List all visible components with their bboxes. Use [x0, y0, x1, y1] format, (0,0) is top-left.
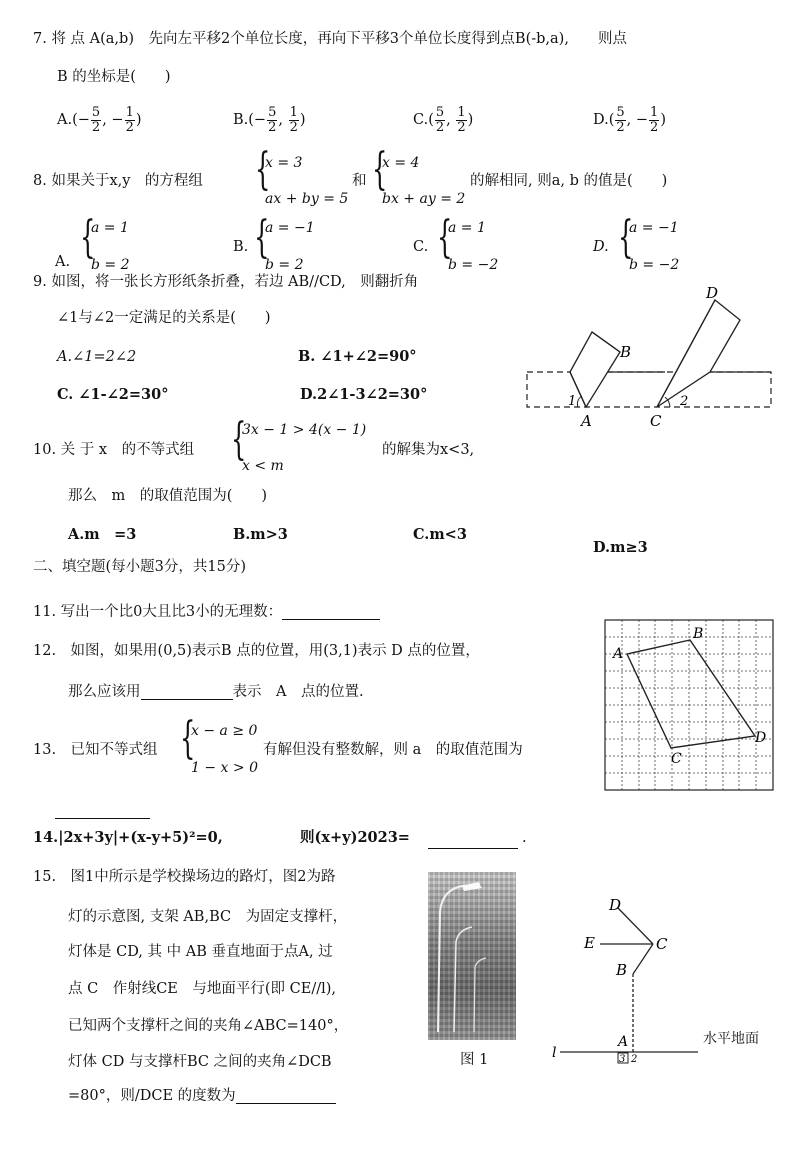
q15-fig-label-c: C [656, 935, 668, 953]
q7-option-b: B.(− $\frac{5}{2}$ , $\frac{1}{2}$ ) [233, 105, 306, 135]
q10-sys-eq1: 3x − 1 > 4(x − 1) [242, 422, 367, 438]
q8-option-d-brace: { [618, 212, 634, 263]
q15-line5: 已知两个支撑杆之间的夹角∠ABC=140°， [68, 1018, 349, 1034]
q8-option-c-label: C. [413, 239, 429, 255]
q7-line1: 7. 将 点 A(a,b) 先向左平移2个单位长度，再向下平移3个单位长度得到点B(-b,a), 则点 [33, 31, 627, 47]
q15-line2: 灯的示意图, 支架 AB,BC 为固定支撑杆， [68, 909, 348, 925]
q12-answer-blank[interactable] [141, 687, 233, 700]
q9-fig-label-d: D [706, 284, 719, 302]
q9-option-a: A.∠1=2∠2 [57, 349, 137, 365]
q7-option-c: C.( $\frac{5}{2}$ , $\frac{1}{2}$ ) [413, 105, 474, 135]
q10-brace: { [231, 414, 247, 465]
q7-option-d: D.( $\frac{5}{2}$ , − $\frac{1}{2}$ ) [593, 105, 666, 135]
q8-option-a-eq1: a = 1 [91, 220, 129, 236]
q8-sys2-eq2: bx + ay = 2 [382, 191, 466, 207]
q12-line2-b: 表示 A 点的位置. [232, 684, 364, 700]
q15-line3: 灯体是 CD, 其 中 AB 垂直地面于点A, 过 [68, 944, 333, 960]
q14-text: 14.|2x+3y|+(x-y+5)²=0, [33, 829, 223, 846]
q13-suffix: 有解但没有整数解，则 a 的取值范围为 [263, 742, 523, 758]
q15-fig-angle-2: 2 [631, 1054, 638, 1065]
q7-option-a-label: A. [57, 112, 73, 129]
q10-line2: 那么 m 的取值范围为( ) [68, 488, 268, 504]
q13-sys-eq2: 1 − x > 0 [191, 760, 258, 776]
q14-then: 则(x+y)2023= [300, 829, 410, 846]
q7-line2: B 的坐标是( ) [57, 69, 171, 85]
q8-option-a-eq2: b = 2 [91, 257, 130, 273]
q15-ground-label: 水平地面 [703, 1031, 759, 1047]
q8-option-c-brace: { [437, 212, 453, 263]
q9-fold-figure [520, 280, 780, 430]
q8-option-a-brace: { [80, 212, 96, 263]
q8-option-a-label: A. [55, 254, 71, 270]
q8-brace-2: { [372, 144, 388, 195]
q8-option-b-eq1: a = −1 [265, 220, 315, 236]
q11-answer-blank[interactable] [282, 607, 380, 620]
q8-brace-1: { [255, 144, 271, 195]
q10-prefix: 10. 关 于 x 的不等式组 [33, 442, 195, 458]
q15-fig-label-l: l [552, 1045, 557, 1061]
q9-line2: ∠1与∠2一定满足的关系是( ) [57, 310, 271, 326]
q12-line1: 12. 如图，如果用(0,5)表示B 点的位置，用(3,1)表示 D 点的位置， [33, 643, 480, 659]
q7-option-a: A.(− $\frac{5}{2}$ , − $\frac{1}{2}$ ) [57, 105, 142, 135]
section-fill-in-heading: 二、填空题(每小题3分，共15分) [33, 559, 246, 575]
q9-fig-label-a: A [581, 412, 592, 430]
q8-option-d-label: D. [593, 239, 609, 255]
q8-option-d-eq2: b = −2 [629, 257, 680, 273]
q15-answer-blank[interactable] [236, 1091, 336, 1104]
q15-line7-text: =80°，则/DCE 的度数为 [68, 1088, 236, 1104]
q10-suffix: 的解集为x<3, [382, 442, 475, 458]
q7-option-d-label: D. [593, 112, 609, 129]
q11-prompt: 11. 写出一个比0大且比3小的无理数： [33, 604, 283, 620]
q15-fig-label-a: A [618, 1034, 629, 1050]
q13-prefix: 13. 已知不等式组 [33, 742, 158, 758]
q8-option-c-eq1: a = 1 [448, 220, 486, 236]
q7-option-c-label: C. [413, 112, 429, 129]
q8-sys1-eq1: x = 3 [265, 155, 303, 171]
q12-line2-a: 那么应该用 [68, 684, 141, 700]
q9-fig-label-c: C [650, 412, 662, 430]
q9-fig-angle-2: 2 [680, 394, 689, 409]
q15-line1: 15. 图1中所示是学校操场边的路灯，图2为路 [33, 869, 336, 885]
q12-fig-label-b: B [693, 626, 704, 642]
q10-option-c: C.m<3 [413, 526, 467, 543]
q8-option-d-eq1: a = −1 [629, 220, 679, 236]
q8-option-b-eq2: b = 2 [265, 257, 304, 273]
q15-line7 [68, 1089, 336, 1104]
q13-sys-eq1: x − a ≥ 0 [191, 723, 258, 739]
fig1-caption: 图 1 [460, 1052, 489, 1068]
q12-fig-label-c: C [671, 751, 682, 767]
q8-sys1-eq2: ax + by = 5 [265, 191, 349, 207]
q13-answer-blank[interactable] [55, 806, 150, 819]
q15-fig-label-e: E [584, 934, 595, 952]
q9-option-d: D.2∠1-3∠2=30° [300, 386, 428, 403]
q15-fig-label-b: B [616, 961, 628, 979]
q11-text [33, 605, 380, 620]
q8-prefix: 8. 如果关于x,y 的方程组 [33, 173, 203, 189]
q10-option-a: A.m =3 [68, 526, 137, 543]
q15-line4: 点 C 作射线CE 与地面平行(即 CE//l), [68, 981, 337, 997]
q8-option-b-brace: { [254, 212, 270, 263]
q12-line2 [68, 685, 364, 700]
q8-and: 和 [352, 173, 367, 189]
q14-dot: . [522, 830, 527, 846]
q12-grid-figure [605, 620, 773, 790]
street-lamp-photo-overlay [428, 872, 516, 1040]
q10-sys-eq2: x < m [242, 458, 284, 474]
q9-fig-label-b: B [620, 343, 632, 361]
q8-option-c-eq2: b = −2 [448, 257, 499, 273]
q7-option-b-label: B. [233, 112, 249, 129]
q9-option-c: C. ∠1-∠2=30° [57, 386, 169, 403]
q13-brace: { [180, 713, 196, 764]
q12-fig-label-d: D [755, 730, 767, 746]
q8-option-b-label: B. [233, 239, 249, 255]
q9-line1: 9. 如图，将一张长方形纸条折叠，若边 AB//CD, 则翻折角 [33, 274, 419, 290]
q8-sys2-eq1: x = 4 [382, 155, 420, 171]
q15-line6: 灯体 CD 与支撑杆BC 之间的夹角∠DCB [68, 1054, 332, 1070]
q14-answer-blank[interactable] [428, 836, 518, 849]
q9-option-b: B. ∠1+∠2=90° [298, 348, 417, 365]
q15-fig-label-d: D [609, 896, 622, 914]
q10-option-d: D.m≥3 [593, 539, 648, 556]
q10-option-b: B.m>3 [233, 526, 288, 543]
q8-suffix: 的解相同, 则a, b 的值是( ) [470, 173, 668, 189]
q15-fig-angle-3: 3 [619, 1054, 626, 1065]
q12-fig-label-a: A [613, 646, 624, 662]
q9-fig-angle-1: 1 [568, 394, 577, 409]
